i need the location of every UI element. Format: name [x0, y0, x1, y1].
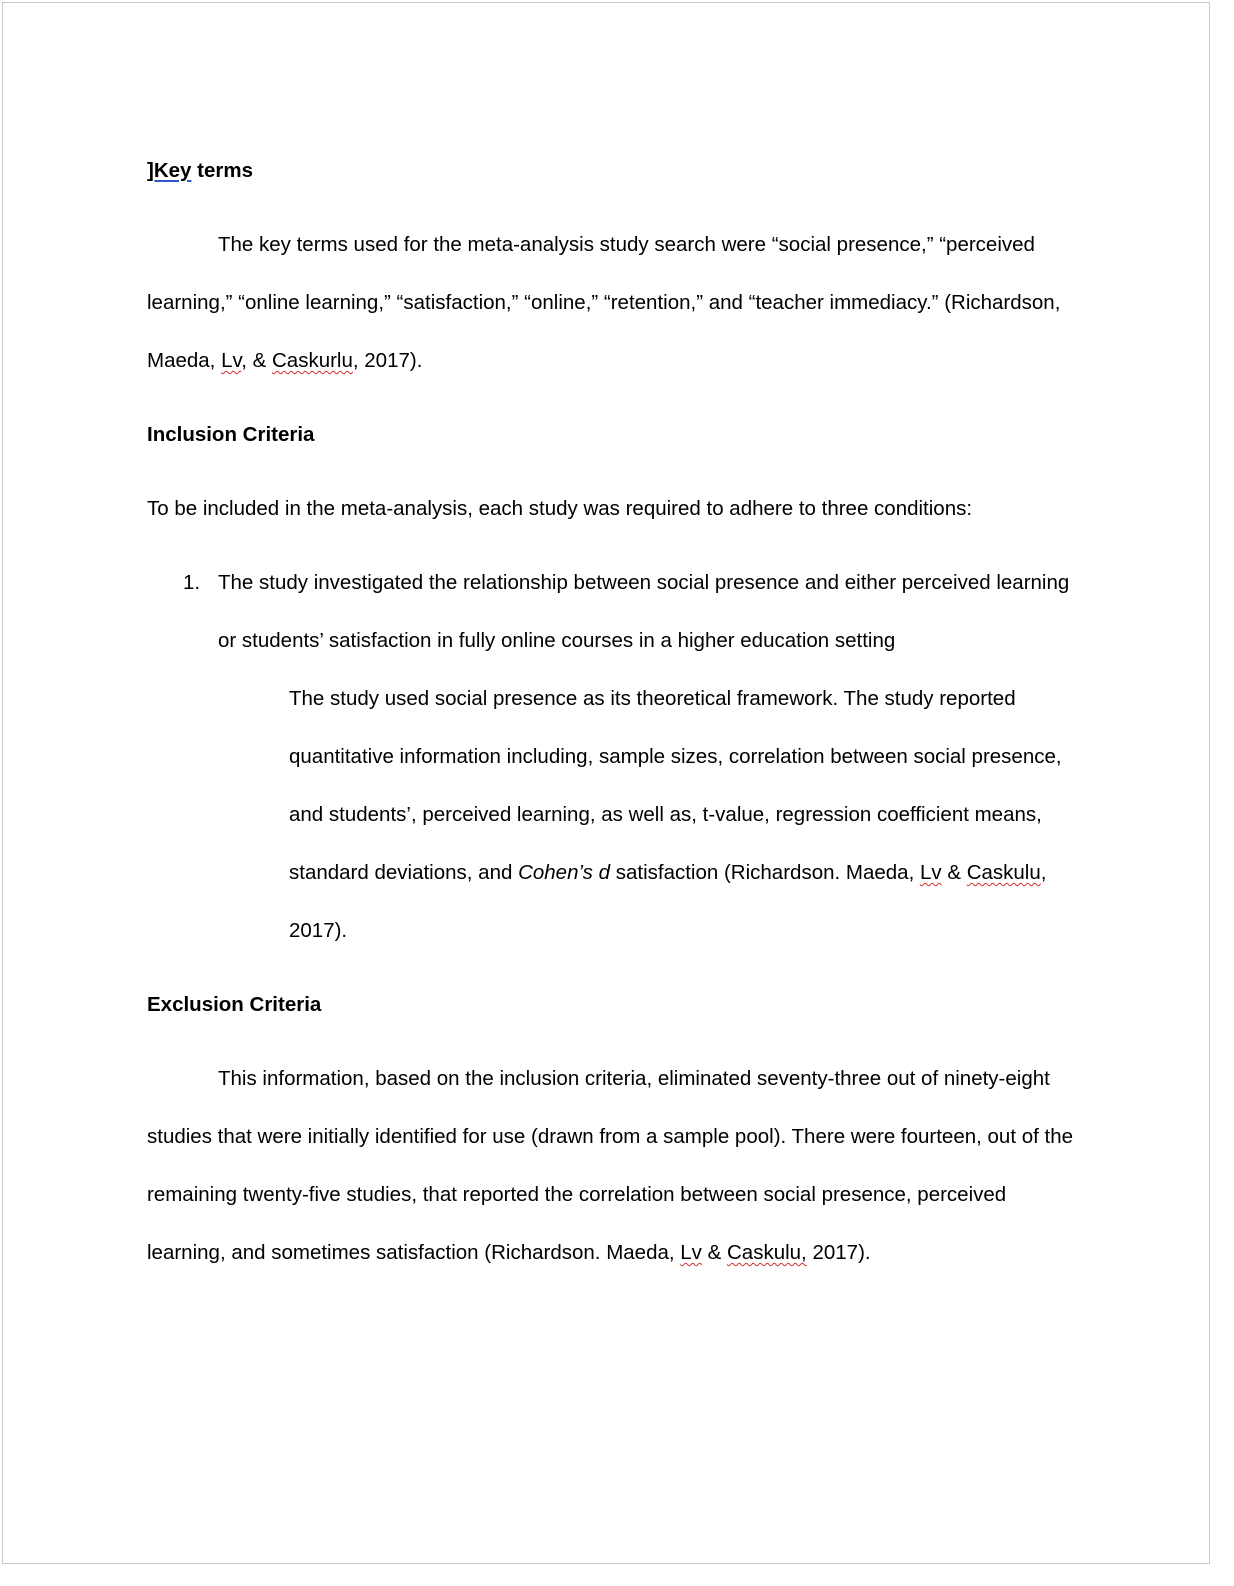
document-page — [2, 2, 1210, 1564]
exclusion-amp: & — [701, 1241, 727, 1264]
spelling-flag-lv-3: Lv — [680, 1241, 702, 1264]
exclusion-end: 2017). — [806, 1241, 871, 1264]
spelling-flag-lv-2: Lv — [919, 861, 942, 884]
inclusion-sub-paragraph — [147, 670, 1077, 960]
spelling-flag-caskulu: Caskulu — [966, 861, 1041, 884]
sub-paragraph-amp: & — [941, 861, 967, 884]
document-body — [147, 142, 1077, 1282]
key-terms-text-mid: , & — [241, 349, 272, 372]
exclusion-paragraph — [147, 1050, 1077, 1282]
list-number: 1. — [183, 571, 201, 594]
list-item — [147, 554, 1077, 670]
spelling-flag-caskurlu: Caskurlu — [271, 349, 353, 372]
key-terms-paragraph — [147, 216, 1077, 390]
key-terms-heading-prefix: ]Key — [147, 159, 192, 182]
key-terms-heading-suffix: terms — [191, 159, 253, 182]
exclusion-text: This information, based on the inclusion criteria, eliminated seventy-three out of ninety-eight studies that were initially identified for use (drawn from a sample pool). There were fourteen, out of the remaining twenty-five studies, that reported the correlation between social presence, perceived learning, and sometimes satisfaction (Richardson. Maeda, — [147, 1067, 1074, 1264]
inclusion-intro: To be included in the meta-analysis, each study was required to adhere to three conditions: — [147, 497, 973, 520]
spelling-flag-lv: Lv — [221, 349, 242, 372]
cohens-d-italic: Cohen’s d — [518, 861, 611, 884]
sub-paragraph-text: The study used social presence as its theoretical framework. The study reported quantitative information including, sample sizes, correlation between social presence, and students’, perceived learning, as well as, t-value, regression coefficient means, standard deviations, and — [289, 687, 1062, 884]
exclusion-criteria-heading: Exclusion Criteria — [147, 993, 322, 1016]
sub-paragraph-end: , 2017). — [289, 861, 1047, 942]
list-item-text: The study investigated the relationship between social presence and either perceived learning or students’ satisfaction in fully online courses in a higher education setting — [218, 571, 1070, 652]
key-terms-text: The key terms used for the meta-analysis study search were “social presence,” “perceived learning,” “online learning,” “satisfaction,” “online,” “retention,” and “teacher immediacy.” (Richardson, Maeda, — [147, 233, 1061, 372]
key-terms-heading — [147, 142, 1077, 200]
sub-paragraph-text-mid: satisfaction (Richardson. Maeda, — [610, 861, 920, 884]
inclusion-criteria-heading: Inclusion Criteria — [147, 423, 315, 446]
spelling-flag-caskulu-2: Caskulu, — [727, 1241, 807, 1264]
inclusion-list — [147, 554, 1077, 670]
key-terms-text-end: , 2017). — [352, 349, 423, 372]
